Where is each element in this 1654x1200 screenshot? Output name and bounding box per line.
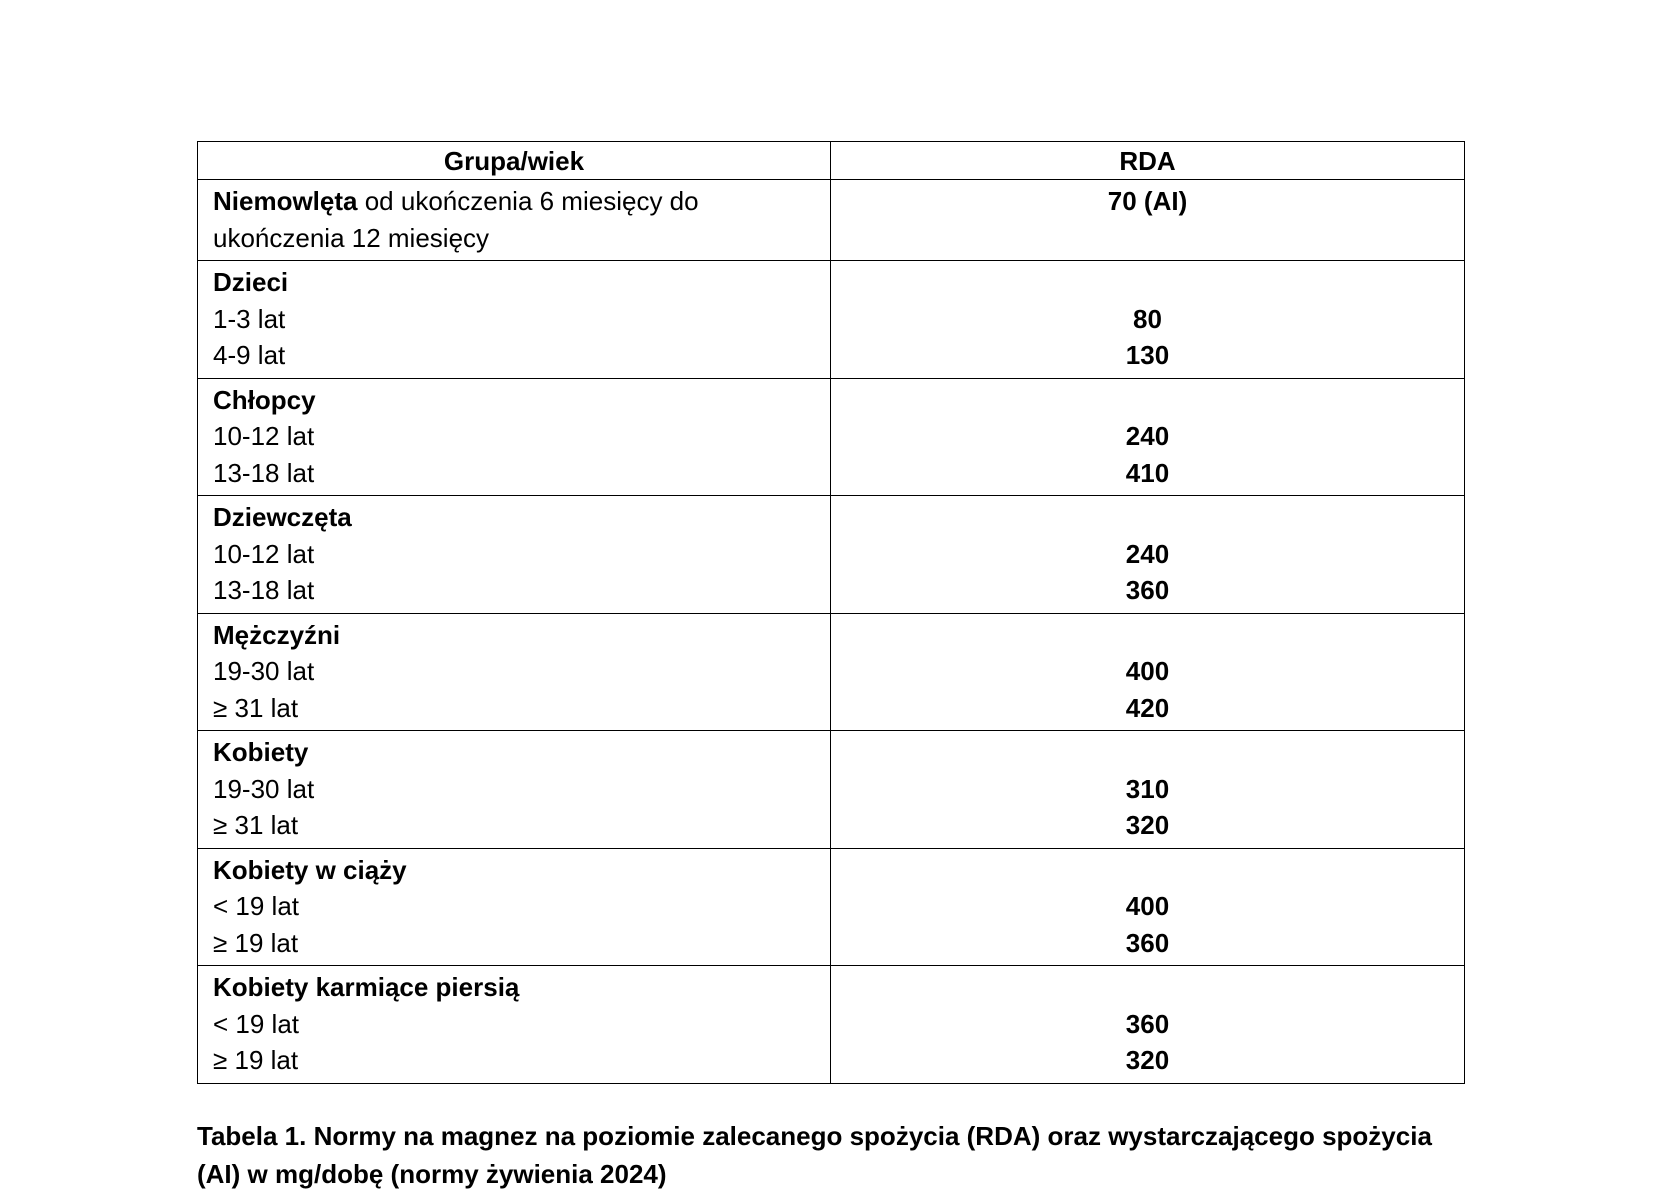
- table-row-group: [198, 731, 1465, 849]
- table-header-row: [198, 142, 1465, 180]
- caption-line2: (AI) w mg/dobę (normy żywienia 2024): [197, 1159, 667, 1189]
- group-title: Mężczyźni: [213, 619, 341, 650]
- table-row-infants: [198, 180, 1465, 261]
- age-range: 19-30 lat: [213, 773, 315, 804]
- value-spacer: [846, 969, 1449, 1006]
- header-group-age: Grupa/wiek: [198, 142, 831, 180]
- table-row-group: [198, 496, 1465, 614]
- rda-value: 320: [1125, 1045, 1170, 1075]
- group-title: Kobiety: [213, 737, 309, 767]
- value-spacer: [846, 734, 1449, 771]
- table-caption: [197, 1117, 1497, 1193]
- rda-value: 410: [1125, 457, 1170, 488]
- age-range: 1-3 lat: [213, 303, 286, 334]
- group-label-cell: [198, 496, 831, 614]
- group-value-cell: [831, 613, 1465, 731]
- rda-value: 130: [1125, 340, 1170, 370]
- rda-value: 360: [1125, 927, 1170, 958]
- infants-label-line1: [213, 183, 815, 220]
- age-range: ≥ 19 lat: [213, 1045, 299, 1075]
- age-range: 10-12 lat: [213, 421, 315, 451]
- infants-value-cell: [831, 180, 1465, 261]
- age-range: 13-18 lat: [213, 575, 315, 605]
- group-value-cell: [831, 848, 1465, 966]
- value-spacer: [846, 499, 1449, 536]
- table-row-group: [198, 261, 1465, 379]
- group-label-cell: [198, 848, 831, 966]
- group-label-cell: [198, 731, 831, 849]
- group-label-cell: [198, 261, 831, 379]
- age-range: < 19 lat: [213, 1008, 300, 1039]
- group-title: Dzieci: [213, 267, 289, 297]
- rda-value: 240: [1125, 538, 1170, 569]
- header-rda: RDA: [831, 142, 1465, 180]
- infants-label-bold: Niemowlęta: [213, 186, 358, 216]
- group-title: Chłopcy: [213, 384, 316, 415]
- rda-value: 420: [1125, 692, 1170, 723]
- group-value-cell: [831, 966, 1465, 1084]
- group-title: Kobiety w ciąży: [213, 854, 407, 885]
- group-title: Kobiety karmiące piersią: [213, 972, 520, 1002]
- rda-value: 80: [1133, 303, 1162, 334]
- table-row-group: [198, 378, 1465, 496]
- group-value-cell: [831, 496, 1465, 614]
- infants-label-cell: [198, 180, 831, 261]
- infants-label-rest: od ukończenia 6 miesięcy do: [357, 186, 699, 216]
- table-row-group: [198, 966, 1465, 1084]
- infants-label-line2: ukończenia 12 miesięcy: [213, 222, 490, 253]
- infants-value: 70 (AI): [1107, 186, 1188, 216]
- rda-value: 360: [1125, 575, 1170, 605]
- group-value-cell: [831, 378, 1465, 496]
- magnesium-norms-table: [197, 141, 1465, 1084]
- caption-line1: Tabela 1. Normy na magnez na poziomie zalecanego spożycia (RDA) oraz wystarczającego spożycia: [197, 1121, 1432, 1151]
- age-range: < 19 lat: [213, 891, 300, 921]
- age-range: ≥ 31 lat: [213, 810, 299, 840]
- rda-value: 240: [1125, 421, 1170, 451]
- rda-value: 400: [1125, 891, 1170, 921]
- age-range: ≥ 19 lat: [213, 927, 299, 958]
- group-title: Dziewczęta: [213, 502, 352, 532]
- rda-value: 360: [1125, 1008, 1170, 1039]
- value-spacer: [846, 852, 1449, 889]
- rda-value: 320: [1125, 810, 1170, 840]
- table-row-group: [198, 613, 1465, 731]
- value-spacer: [846, 617, 1449, 654]
- rda-value: 400: [1125, 656, 1170, 686]
- rda-value: 310: [1125, 773, 1170, 804]
- value-spacer: [846, 264, 1449, 301]
- value-spacer: [846, 382, 1449, 419]
- age-range: 19-30 lat: [213, 656, 315, 686]
- age-range: ≥ 31 lat: [213, 692, 299, 723]
- group-label-cell: [198, 378, 831, 496]
- magnesium-norms-table-wrapper: [197, 141, 1464, 1084]
- group-label-cell: [198, 966, 831, 1084]
- age-range: 13-18 lat: [213, 457, 315, 488]
- table-row-group: [198, 848, 1465, 966]
- group-label-cell: [198, 613, 831, 731]
- age-range: 4-9 lat: [213, 340, 286, 370]
- age-range: 10-12 lat: [213, 538, 315, 569]
- group-value-cell: [831, 261, 1465, 379]
- group-value-cell: [831, 731, 1465, 849]
